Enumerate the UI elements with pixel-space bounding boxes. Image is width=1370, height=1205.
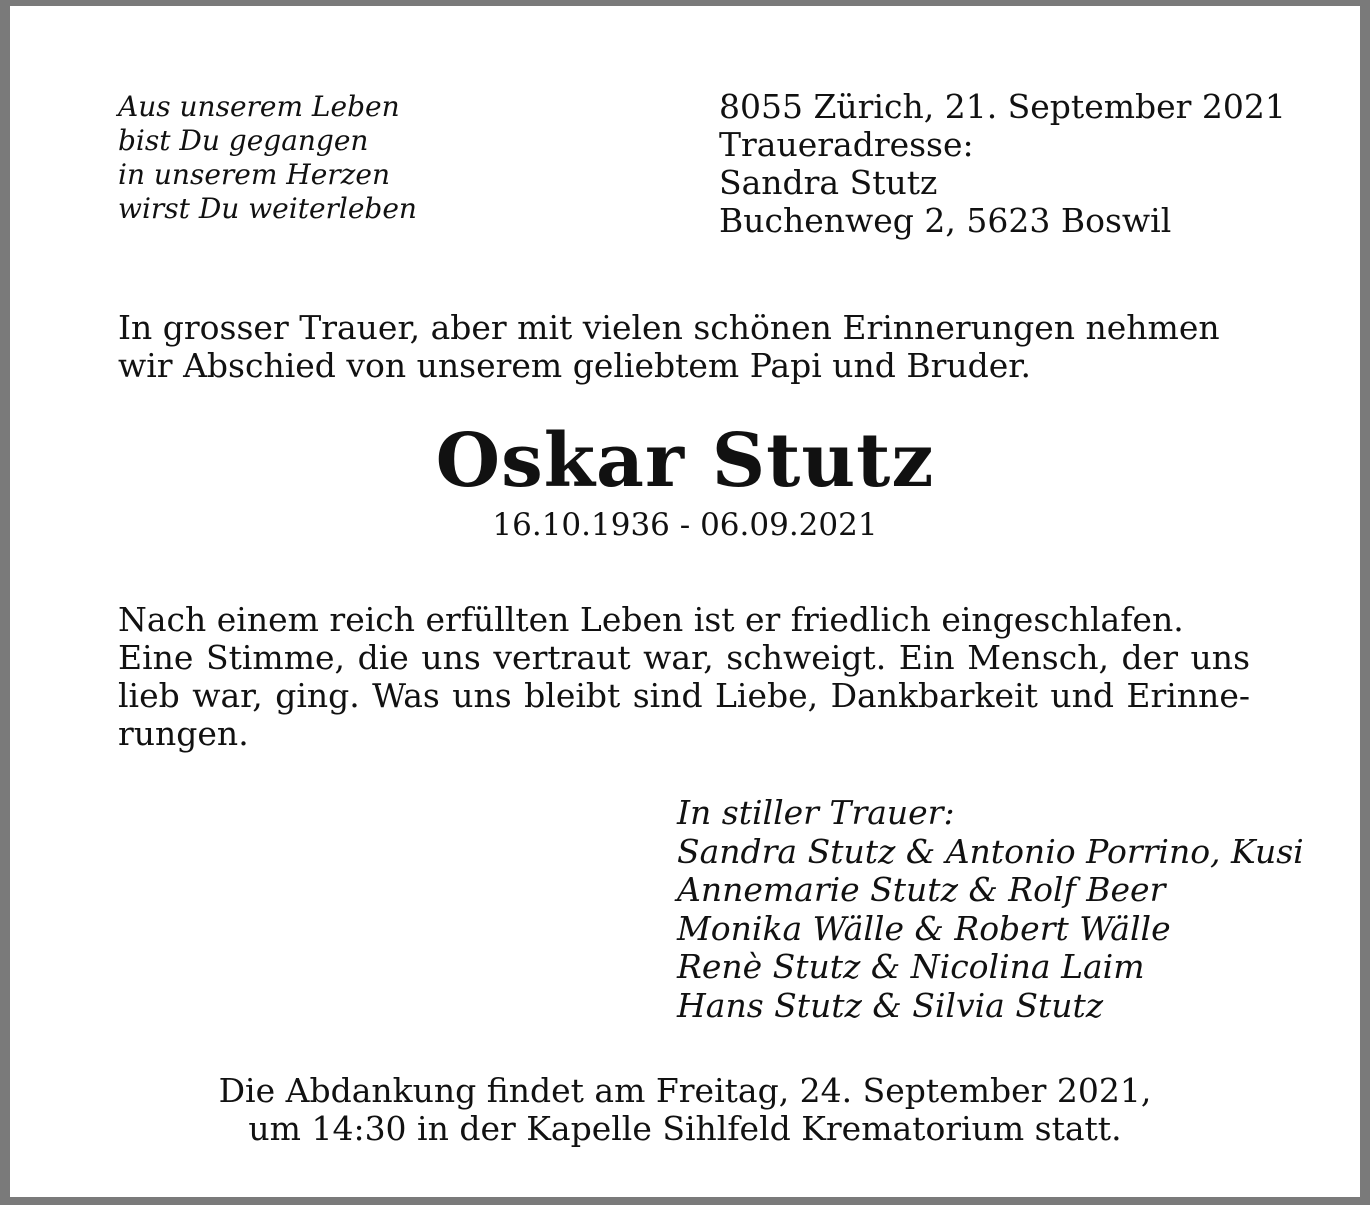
mourners-heading: In stiller Trauer: <box>677 793 955 832</box>
mourner-name: Renè Stutz & Nicolina Laim <box>677 947 1145 986</box>
intro-line: wir Abschied von unserem geliebtem Papi und Bruder. <box>118 346 1031 385</box>
mourners-list <box>677 794 1304 1025</box>
mourner-name: Monika Wälle & Robert Wälle <box>677 908 1171 948</box>
motto-line: Aus unserem Leben <box>118 90 400 123</box>
motto-line: wirst Du weiterleben <box>118 192 417 225</box>
ceremony-info <box>10 1072 1360 1148</box>
address-name: Sandra Stutz <box>719 163 938 202</box>
motto-line: bist Du gegangen <box>118 124 369 157</box>
address-label: Traueradresse: <box>719 125 974 164</box>
intro-line: In grosser Trauer, aber mit vielen schönen Erinnerungen nehmen <box>118 308 1220 347</box>
place-date: 8055 Zürich, 21. September 2021 <box>719 87 1286 126</box>
motto-line: in unserem Herzen <box>118 158 391 191</box>
mourner-name: Sandra Stutz & Antonio Porrino, Kusi <box>677 831 1304 871</box>
ceremony-line: Die Abdankung findet am Freitag, 24. September 2021, <box>218 1071 1152 1110</box>
intro-text <box>118 309 1258 385</box>
memorial-motto <box>118 90 417 226</box>
mourner-name: Annemarie Stutz & Rolf Beer <box>677 870 1166 909</box>
mourning-address <box>719 88 1286 240</box>
mourner-name: Hans Stutz & Silvia Stutz <box>677 985 1104 1025</box>
ceremony-line: um 14:30 in der Kapelle Sihlfeld Krematorium statt. <box>248 1109 1122 1148</box>
deceased-name: Oskar Stutz <box>435 418 935 504</box>
life-dates: 16.10.1936 - 06.09.2021 <box>492 507 878 543</box>
farewell-paragraph: Eine Stimme, die uns vertraut war, schweigt. Ein Mensch, der uns lieb war, ging. Was uns bleibt sind Liebe, Dankbarkeit und Erinne-rungen. <box>118 638 1250 753</box>
address-street: Buchenweg 2, 5623 Boswil <box>719 201 1172 240</box>
farewell-text <box>118 601 1250 753</box>
farewell-line: Nach einem reich erfüllten Leben ist er friedlich eingeschlafen. <box>118 600 1184 639</box>
